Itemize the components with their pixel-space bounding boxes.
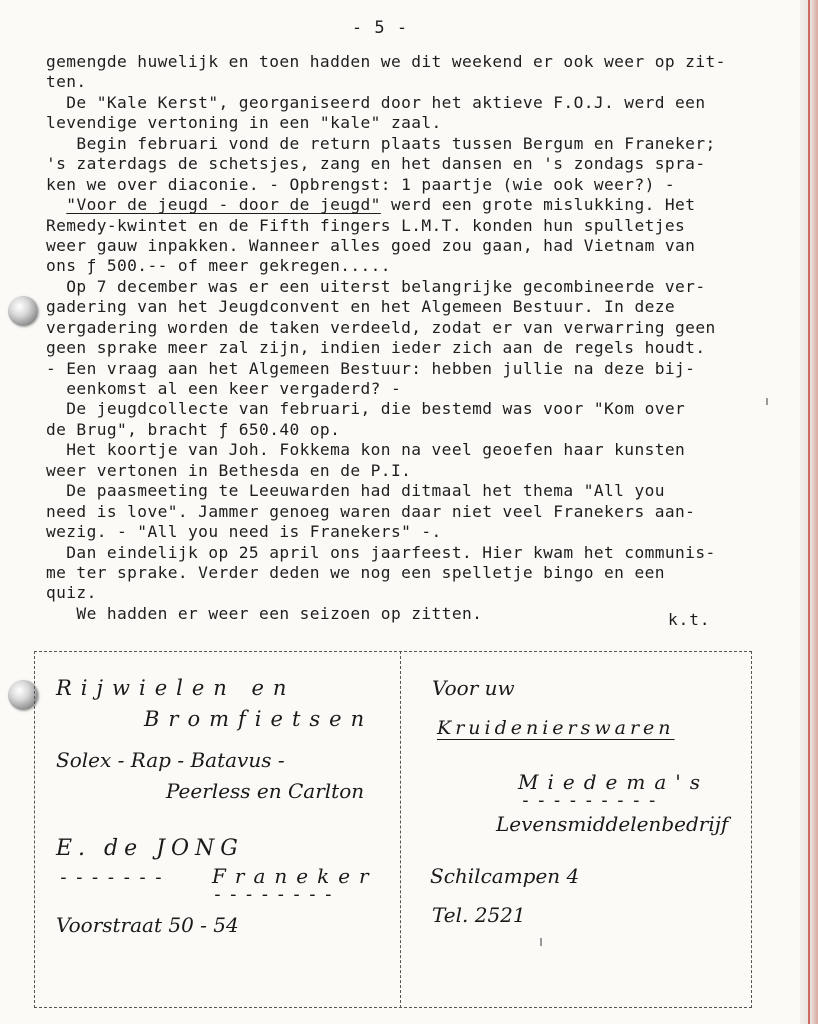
ad-right-line2: Kruidenierswaren	[437, 717, 675, 739]
article-line: quiz.	[46, 583, 97, 603]
article-line-underlined	[46, 195, 786, 215]
signature: k.t.	[668, 610, 711, 629]
ad-left-dashes-2: --------	[212, 884, 339, 905]
article-line: gadering van het Jeugdconvent en het Algemeen Bestuur. In deze	[46, 297, 676, 317]
article-line: 's zaterdags de schetsjes, zang en het dansen en 's zondags spra-	[46, 154, 706, 174]
article-line: gemengde huwelijk en toen hadden we dit weekend er ook weer op zit-	[46, 52, 726, 71]
article-line: ons ƒ 500.-- of meer gekregen.....	[46, 256, 391, 276]
article-line: eenkomst al een keer vergaderd? -	[46, 379, 402, 398]
ad-left-line1: Rijwielen en	[56, 676, 296, 700]
article-line: Begin februari vond de return plaats tussen Bergum en Franeker;	[46, 133, 716, 153]
ad-left-line3: Solex - Rap - Batavus -	[56, 748, 285, 772]
article-line: weer gauw inpakken. Wanneer alles goed zou gaan, had Vietnam van	[46, 235, 696, 255]
article-line: Op 7 december was er een uiterst belangrijke gecombineerde ver-	[46, 276, 706, 296]
ad-left-line6: Franeker	[212, 864, 378, 888]
article-line: We hadden er weer een seizoen op zitten.	[46, 603, 483, 623]
article-line: ken we over diaconie. - Opbrengst: 1 paartje (wie ook weer?) -	[46, 174, 676, 194]
article-line: ten.	[46, 72, 87, 92]
article-line: Het koortje van Joh. Fokkema kon na veel geoefen haar kunsten	[46, 440, 686, 460]
article-line: wezig. - "All you need is Franekers" -.	[46, 522, 442, 542]
ad-right-line1: Voor uw	[432, 676, 515, 700]
article-line: vergadering worden de taken verdeeld, zodat er van verwarring geen	[46, 317, 716, 337]
article-line: - Een vraag aan het Algemeen Bestuur: hebben jullie na deze bij-	[46, 358, 696, 378]
underlined-phrase: "Voor de jeugd - door de jeugd"	[66, 195, 381, 215]
line-indent	[46, 195, 66, 214]
advertisement-divider	[400, 651, 401, 1008]
ad-left-dashes-1: -------	[58, 867, 169, 888]
ad-left-line5: E. de JONG	[56, 836, 244, 861]
page-edge	[800, 0, 818, 1024]
line-rest: werd een grote mislukking. Het	[380, 195, 696, 215]
article-line: de Brug", bracht ƒ 650.40 op.	[46, 419, 341, 439]
punch-hole-top	[8, 296, 38, 326]
article-line: levendige vertoning in een "kale" zaal.	[46, 113, 442, 133]
ad-right-line6: Schilcampen 4	[430, 864, 580, 888]
page-number: - 5 -	[351, 18, 409, 38]
article-line: geen sprake meer zal zijn, indien ieder zich aan de regels houdt.	[46, 338, 706, 358]
article-line: Dan eindelijk op 25 april ons jaarfeest. Hier kwam het communis-	[46, 542, 716, 562]
ad-left-line4: Peerless en Carlton	[166, 779, 365, 803]
article-line: De "Kale Kerst", georganiseerd door het aktieve F.O.J. werd een	[46, 92, 706, 112]
article-line: De jeugdcollecte van februari, die bestemd was voor "Kom over	[46, 399, 686, 419]
article-line: me ter sprake. Verder deden we nog een spelletje bingo en een	[46, 562, 665, 582]
margin-mark	[766, 398, 768, 405]
article-line: De paasmeeting te Leeuwarden had ditmaal het thema "All you	[46, 481, 665, 501]
ad-right-line5: Levensmiddelenbedrijf	[496, 812, 729, 836]
article-line: need is love". Jammer genoeg waren daar niet veel Franekers aan-	[46, 501, 696, 521]
ad-left-line8: Voorstraat 50 - 54	[56, 913, 239, 937]
ad-right-line7: Tel. 2521	[432, 903, 526, 927]
article-line: Remedy-kwintet en de Fifth fingers L.M.T. konden hun spulletjes	[46, 215, 686, 235]
ad-right-dashes: ---------	[520, 790, 663, 811]
article-line: weer vertonen in Bethesda en de P.I.	[46, 460, 412, 480]
ink-mark	[540, 938, 542, 946]
ad-right-line3: Miedema's	[518, 770, 709, 794]
ad-left-line2: Bromfietsen	[144, 707, 374, 731]
article-text	[46, 52, 786, 624]
